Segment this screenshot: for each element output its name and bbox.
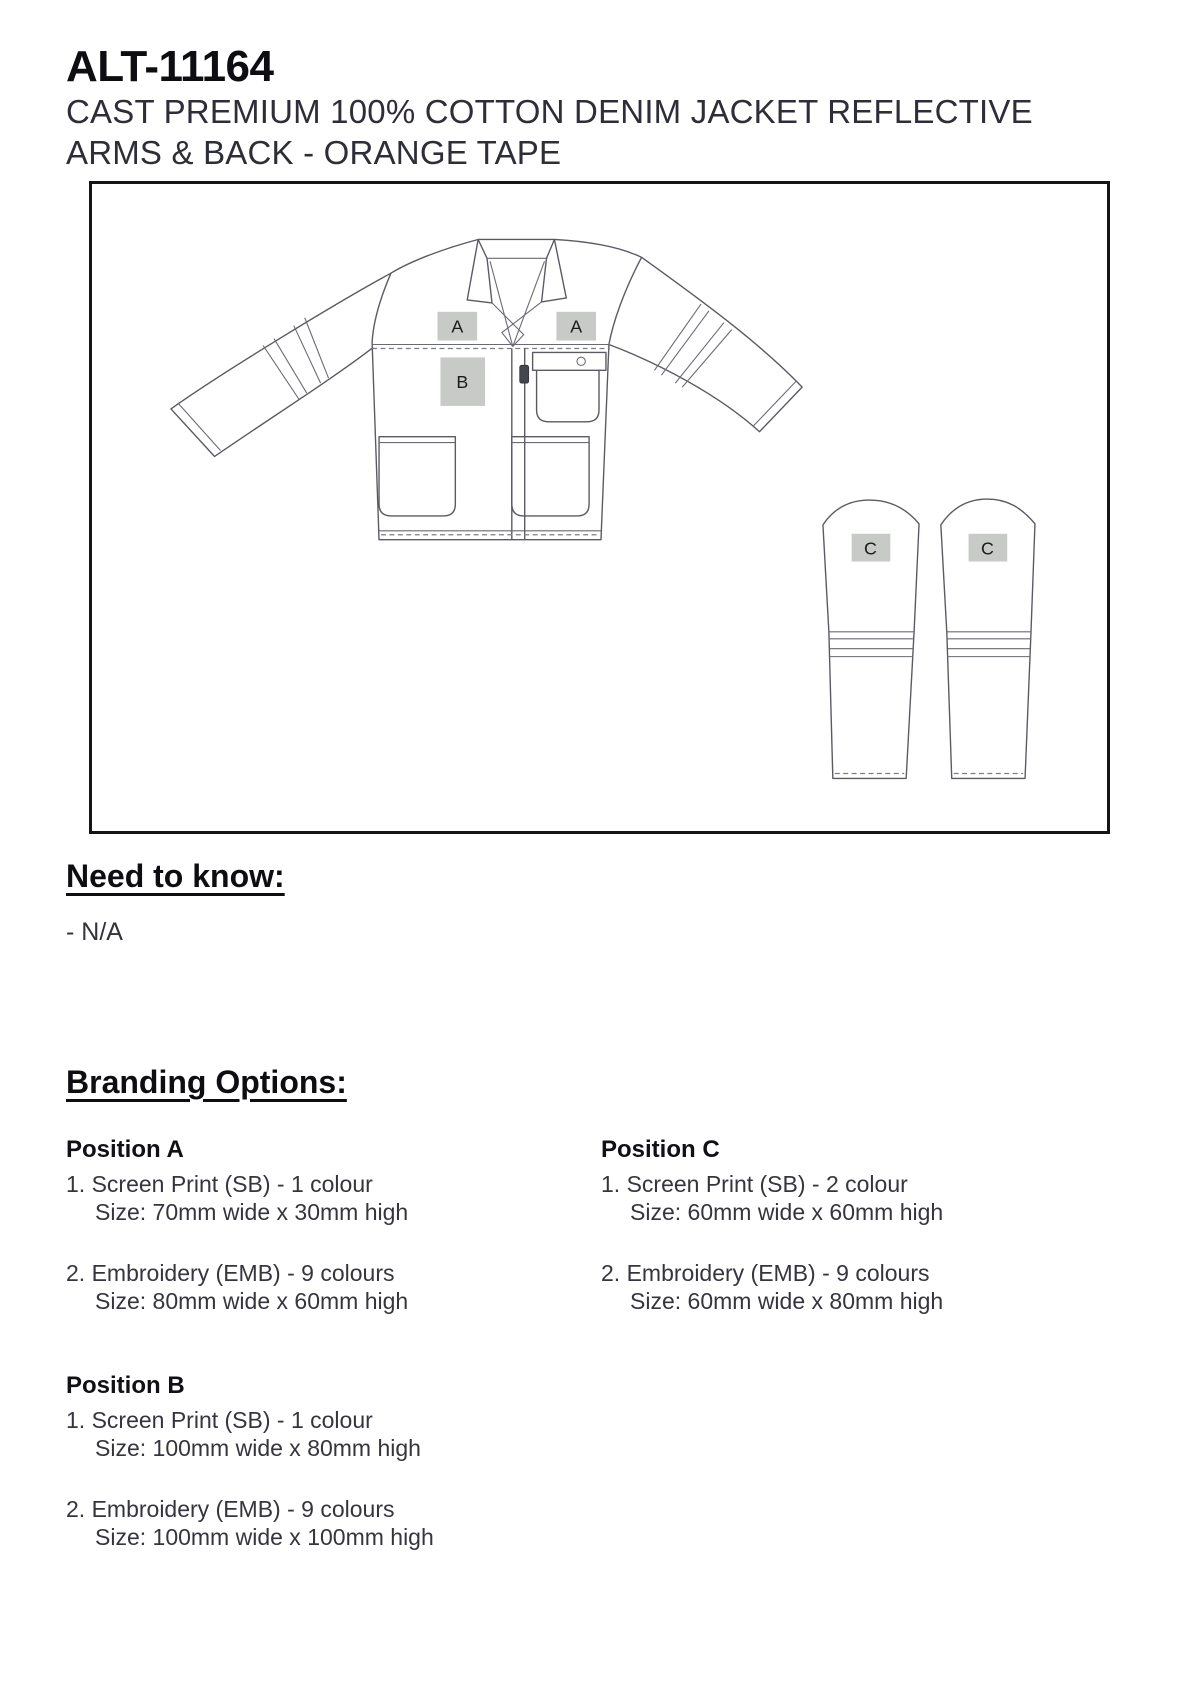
option-size: Size: 70mm wide x 30mm high bbox=[95, 1199, 409, 1225]
branding-options-heading: Branding Options: bbox=[66, 1064, 347, 1100]
left-cuff-line bbox=[178, 403, 221, 451]
front-zip-placket bbox=[512, 348, 529, 539]
need-to-know-item: - N/A bbox=[66, 918, 123, 946]
jacket-technical-drawing bbox=[92, 184, 1107, 831]
product-name bbox=[66, 91, 1033, 173]
zip-pull bbox=[520, 365, 529, 383]
option-label: 2. Embroidery (EMB) - 9 colours bbox=[66, 1496, 395, 1522]
chest-pocket bbox=[533, 352, 606, 421]
svg-text:C: C bbox=[980, 538, 994, 559]
product-code: ALT-11164 bbox=[66, 42, 274, 91]
jacket-front bbox=[171, 239, 802, 539]
marker-sleeve-back-right bbox=[969, 534, 1008, 562]
position-c-name: Position C bbox=[601, 1136, 720, 1163]
position-c-block bbox=[601, 1136, 1101, 1348]
product-name-line1: CAST PREMIUM 100% COTTON DENIM JACKET REFLECTIVE bbox=[66, 93, 1033, 130]
need-to-know-heading: Need to know: bbox=[66, 858, 285, 894]
product-name-line2: ARMS & BACK - ORANGE TAPE bbox=[66, 134, 562, 171]
marker-chest-left bbox=[438, 312, 478, 341]
position-a-block bbox=[66, 1136, 566, 1348]
marker-sleeve-back-left bbox=[852, 534, 891, 562]
sleeve-back-right-tape bbox=[947, 632, 1031, 657]
collar bbox=[467, 239, 566, 346]
jacket-body-outline bbox=[372, 239, 642, 539]
option-size: Size: 80mm wide x 60mm high bbox=[95, 1288, 409, 1314]
svg-text:C: C bbox=[864, 538, 877, 559]
sleeve-back-left-tape bbox=[829, 632, 914, 657]
position-a-option-2 bbox=[66, 1259, 566, 1315]
lower-pocket-right bbox=[512, 437, 589, 516]
option-label: 1. Screen Print (SB) - 1 colour bbox=[66, 1171, 373, 1197]
pocket-button bbox=[577, 357, 585, 365]
option-size: Size: 100mm wide x 80mm high bbox=[95, 1435, 421, 1461]
position-c-option-1 bbox=[601, 1170, 1101, 1226]
svg-text:A: A bbox=[570, 316, 583, 337]
option-size: Size: 100mm wide x 100mm high bbox=[95, 1524, 434, 1550]
sleeve-back-left-piece bbox=[823, 500, 919, 778]
option-label: 1. Screen Print (SB) - 2 colour bbox=[601, 1171, 908, 1197]
position-c-option-2 bbox=[601, 1259, 1101, 1315]
diagram-frame bbox=[89, 181, 1110, 834]
marker-front-panel bbox=[440, 357, 485, 406]
option-label: 1. Screen Print (SB) - 1 colour bbox=[66, 1407, 373, 1433]
left-sleeve bbox=[171, 273, 391, 456]
position-b-name: Position B bbox=[66, 1372, 185, 1399]
right-cuff-line bbox=[754, 381, 797, 426]
svg-text:A: A bbox=[451, 316, 464, 337]
right-sleeve-reflective-tape bbox=[654, 304, 731, 387]
option-size: Size: 60mm wide x 80mm high bbox=[630, 1288, 944, 1314]
position-a-name: Position A bbox=[66, 1136, 184, 1163]
svg-text:B: B bbox=[456, 372, 469, 393]
marker-chest-right bbox=[556, 312, 596, 341]
position-a-option-1 bbox=[66, 1170, 566, 1226]
position-b-block bbox=[66, 1372, 566, 1584]
option-label: 2. Embroidery (EMB) - 9 colours bbox=[66, 1260, 395, 1286]
lower-pocket-left bbox=[379, 437, 455, 516]
option-label: 2. Embroidery (EMB) - 9 colours bbox=[601, 1260, 930, 1286]
position-b-option-2 bbox=[66, 1495, 566, 1551]
sleeve-back-right-piece bbox=[941, 499, 1035, 778]
option-size: Size: 60mm wide x 60mm high bbox=[630, 1199, 944, 1225]
position-b-option-1 bbox=[66, 1406, 566, 1462]
